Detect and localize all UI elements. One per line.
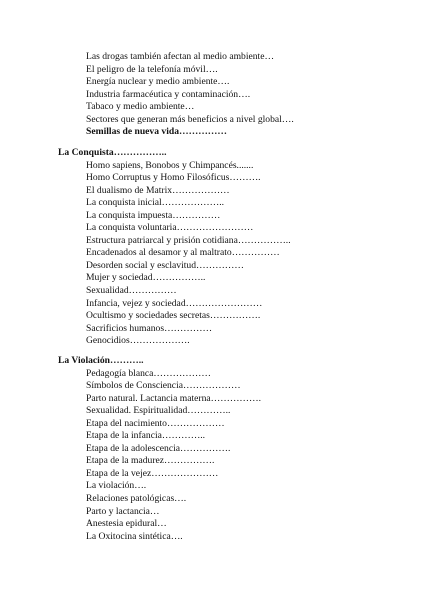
toc-entry: Etapa de la adolescencia…………….: [86, 442, 231, 454]
toc-entry: Pedagogía blanca………………: [86, 367, 211, 379]
intro-entry-list: [0, 51, 427, 139]
toc-entry: Genocidios……………….: [86, 335, 190, 347]
toc-entry: El dualismo de Matrix………………: [86, 184, 230, 196]
toc-entry: Anestesia epidural…: [86, 518, 167, 530]
section-heading: La Conquista……………..: [58, 147, 167, 158]
toc-entry: Ocultismo y sociedades secretas…………….: [86, 310, 261, 322]
toc-entry: Sacrificios humanos……………: [86, 322, 213, 334]
toc-entry: Relaciones patológicas….: [86, 493, 187, 505]
toc-entry: La conquista inicial………………..: [86, 197, 225, 209]
toc-entry: La conquista impuesta……………: [86, 209, 221, 221]
toc-entry: Encadenados al desamor y al maltrato……………: [86, 247, 280, 259]
toc-entry: Las drogas también afectan al medio ambiente…: [86, 51, 275, 62]
section-violacion: [0, 355, 427, 543]
toc-entry: Tabaco y medio ambiente…: [86, 101, 195, 113]
toc-entry: Mujer y sociedad……………..: [86, 272, 206, 284]
toc-entry: Etapa del nacimiento………………: [86, 417, 225, 429]
toc-entry: La violación….: [86, 480, 147, 492]
toc-entry: Sexualidad……………: [86, 285, 177, 297]
toc-entry: La conquista voluntaria……………………: [86, 222, 254, 234]
toc-entry: Energía nuclear y medio ambiente….: [86, 76, 230, 88]
toc-entry: Estructura patriarcal y prisión cotidiana……………..: [86, 234, 291, 246]
toc-entry: Etapa de la infancia…………..: [86, 430, 206, 442]
toc-entry: Símbolos de Consciencia………………: [86, 380, 241, 392]
toc-entry: Sexualidad. Espiritualidad…………..: [86, 405, 231, 417]
toc-entry: El peligro de la telefonía móvil….: [86, 63, 218, 75]
toc-entry: Homo sapiens, Bonobos y Chimpancés.......: [86, 159, 254, 171]
toc-entry: La Oxitocina sintética….: [86, 530, 183, 542]
section-conquista: [0, 147, 427, 348]
toc-entry: Etapa de la madurez…………….: [86, 455, 215, 467]
toc-entry: Industria farmacéutica y contaminación….: [86, 88, 251, 100]
toc-entry: Parto natural. Lactancia materna…………….: [86, 392, 262, 404]
toc-entry: Parto y lactancia…: [86, 505, 160, 517]
toc-entry: Infancia, vejez y sociedad……………………: [86, 297, 263, 309]
toc-entry: Semillas de nueva vida……………: [86, 126, 227, 138]
toc-entry: Homo Corruptus y Homo Filosóficus……….: [86, 172, 261, 184]
toc-entry: Etapa de la vejez…………………: [86, 467, 219, 479]
toc-entry: Desorden social y esclavitud……………: [86, 259, 244, 271]
section-heading: La Violación………..: [58, 355, 144, 366]
toc-entry: Sectores que generan más beneficios a nivel global….: [86, 113, 294, 125]
